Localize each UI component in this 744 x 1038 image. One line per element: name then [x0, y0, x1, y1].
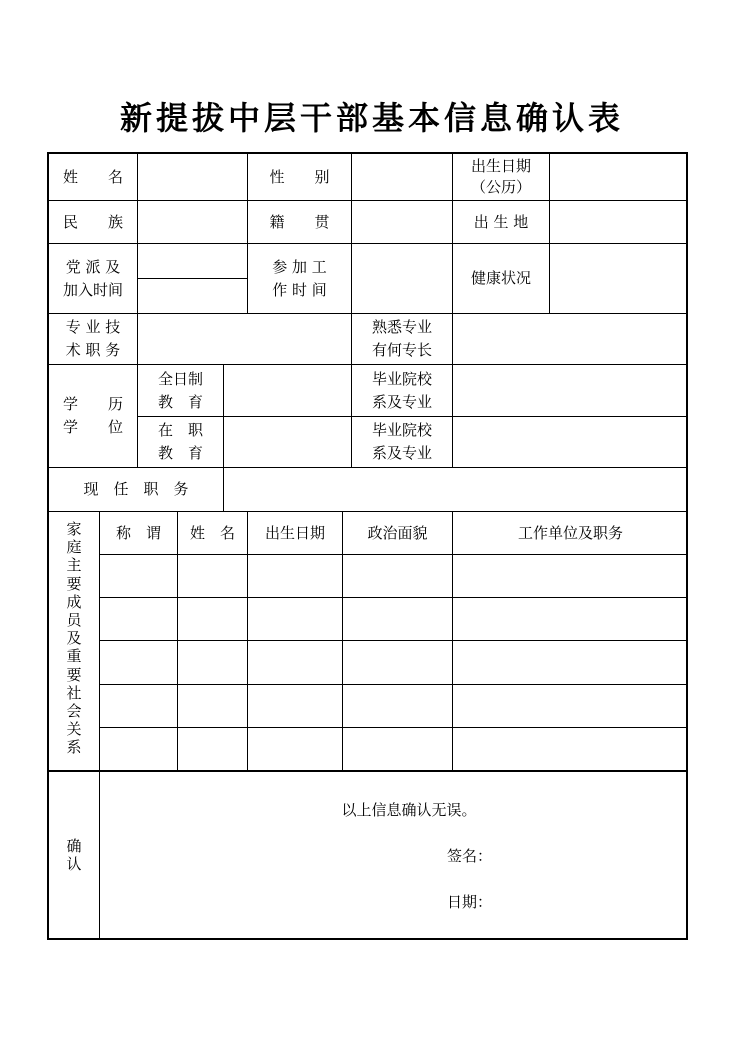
label-gender: 性 别 — [269, 167, 330, 186]
field-parttime-school[interactable] — [453, 417, 688, 467]
vline-confirm-side — [99, 771, 100, 938]
info-form-table — [47, 152, 688, 940]
field-birth-date[interactable] — [550, 154, 688, 200]
label-birth-date — [453, 154, 549, 200]
label-fulltime-school-line2: 系及专业 — [371, 392, 432, 411]
label-fulltime-line2: 教 育 — [157, 392, 203, 411]
label-birth-date-line1: 出生日期 — [470, 157, 531, 175]
label-party-line1: 党 派 及 — [65, 257, 121, 276]
field-name[interactable] — [138, 154, 247, 200]
header-work-unit: 工作单位及职务 — [517, 523, 623, 542]
label-family-relations — [49, 512, 99, 770]
label-fulltime-edu — [138, 365, 223, 416]
confirm-vertical-text: 确认 — [66, 836, 82, 873]
field-native-place[interactable] — [352, 201, 452, 243]
label-name: 姓 名 — [62, 167, 123, 186]
label-education-line2: 学 位 — [62, 418, 123, 436]
signature-field[interactable] — [499, 844, 679, 868]
field-health[interactable] — [550, 244, 688, 313]
label-health: 健康状况 — [470, 269, 531, 287]
field-ethnicity[interactable] — [138, 201, 247, 243]
field-fulltime-school[interactable] — [453, 365, 688, 416]
label-birth-date-line2: （公历） — [470, 178, 531, 196]
family-row-1[interactable] — [100, 555, 688, 597]
label-expertise-line1: 熟悉专业 — [371, 318, 432, 336]
signature-label: 签名： — [447, 846, 493, 865]
header-political-status: 政治面貌 — [367, 523, 428, 542]
label-parttime-school — [352, 417, 452, 467]
date-field[interactable] — [499, 890, 679, 914]
label-confirm — [49, 772, 99, 938]
label-current-position: 现 任 职 务 — [83, 480, 189, 498]
header-member-birth-date: 出生日期 — [264, 523, 325, 542]
family-row-3[interactable] — [100, 641, 688, 684]
label-tech-title — [49, 314, 137, 364]
header-member-name: 姓 名 — [189, 523, 235, 542]
field-gender[interactable] — [352, 154, 452, 200]
field-parttime-degree[interactable] — [224, 417, 351, 467]
label-party — [49, 244, 137, 313]
family-relations-vertical-text: 家庭主要成员及重要社会关系 — [66, 520, 82, 757]
label-parttime-school-line1: 毕业院校 — [371, 421, 432, 439]
label-parttime-line2: 教 育 — [157, 444, 203, 462]
field-party[interactable] — [138, 244, 247, 278]
label-work-start — [248, 244, 351, 313]
line-family-bottom — [49, 770, 688, 772]
field-tech-title[interactable] — [138, 314, 351, 364]
label-expertise — [352, 314, 452, 364]
label-fulltime-school — [352, 365, 452, 416]
header-relation: 称 谓 — [115, 523, 161, 542]
confirm-statement: 以上信息确认无误。 — [341, 800, 477, 819]
form-title: 新提拔中层干部基本信息确认表 — [119, 99, 624, 137]
label-work-start-line2: 作 时 间 — [272, 280, 327, 299]
label-fulltime-school-line1: 毕业院校 — [371, 369, 432, 388]
label-ethnicity: 民 族 — [62, 212, 123, 231]
date-label: 日期： — [447, 892, 493, 911]
label-native-place: 籍 贯 — [269, 212, 330, 231]
label-parttime-school-line2: 系及专业 — [371, 444, 432, 462]
label-education-line1: 学 历 — [62, 395, 123, 413]
label-work-start-line1: 参 加 工 — [272, 257, 327, 276]
label-birthplace: 出 生 地 — [473, 212, 529, 231]
label-parttime-line1: 在 职 — [157, 421, 203, 439]
label-tech-title-line1: 专 业 技 — [65, 318, 121, 336]
field-birthplace[interactable] — [550, 201, 688, 243]
field-fulltime-degree[interactable] — [224, 365, 351, 416]
field-work-start[interactable] — [352, 244, 452, 313]
field-expertise[interactable] — [453, 314, 688, 364]
family-row-4[interactable] — [100, 685, 688, 727]
label-party-line2: 加入时间 — [62, 280, 123, 299]
field-party-join-time[interactable] — [138, 279, 247, 313]
label-education — [49, 365, 137, 467]
label-expertise-line2: 有何专长 — [371, 341, 432, 359]
field-current-position[interactable] — [224, 468, 688, 511]
family-row-2[interactable] — [100, 598, 688, 640]
label-parttime-edu — [138, 417, 223, 467]
family-row-5[interactable] — [100, 728, 688, 770]
label-tech-title-line2: 术 职 务 — [65, 341, 121, 359]
label-fulltime-line1: 全日制 — [157, 369, 203, 388]
